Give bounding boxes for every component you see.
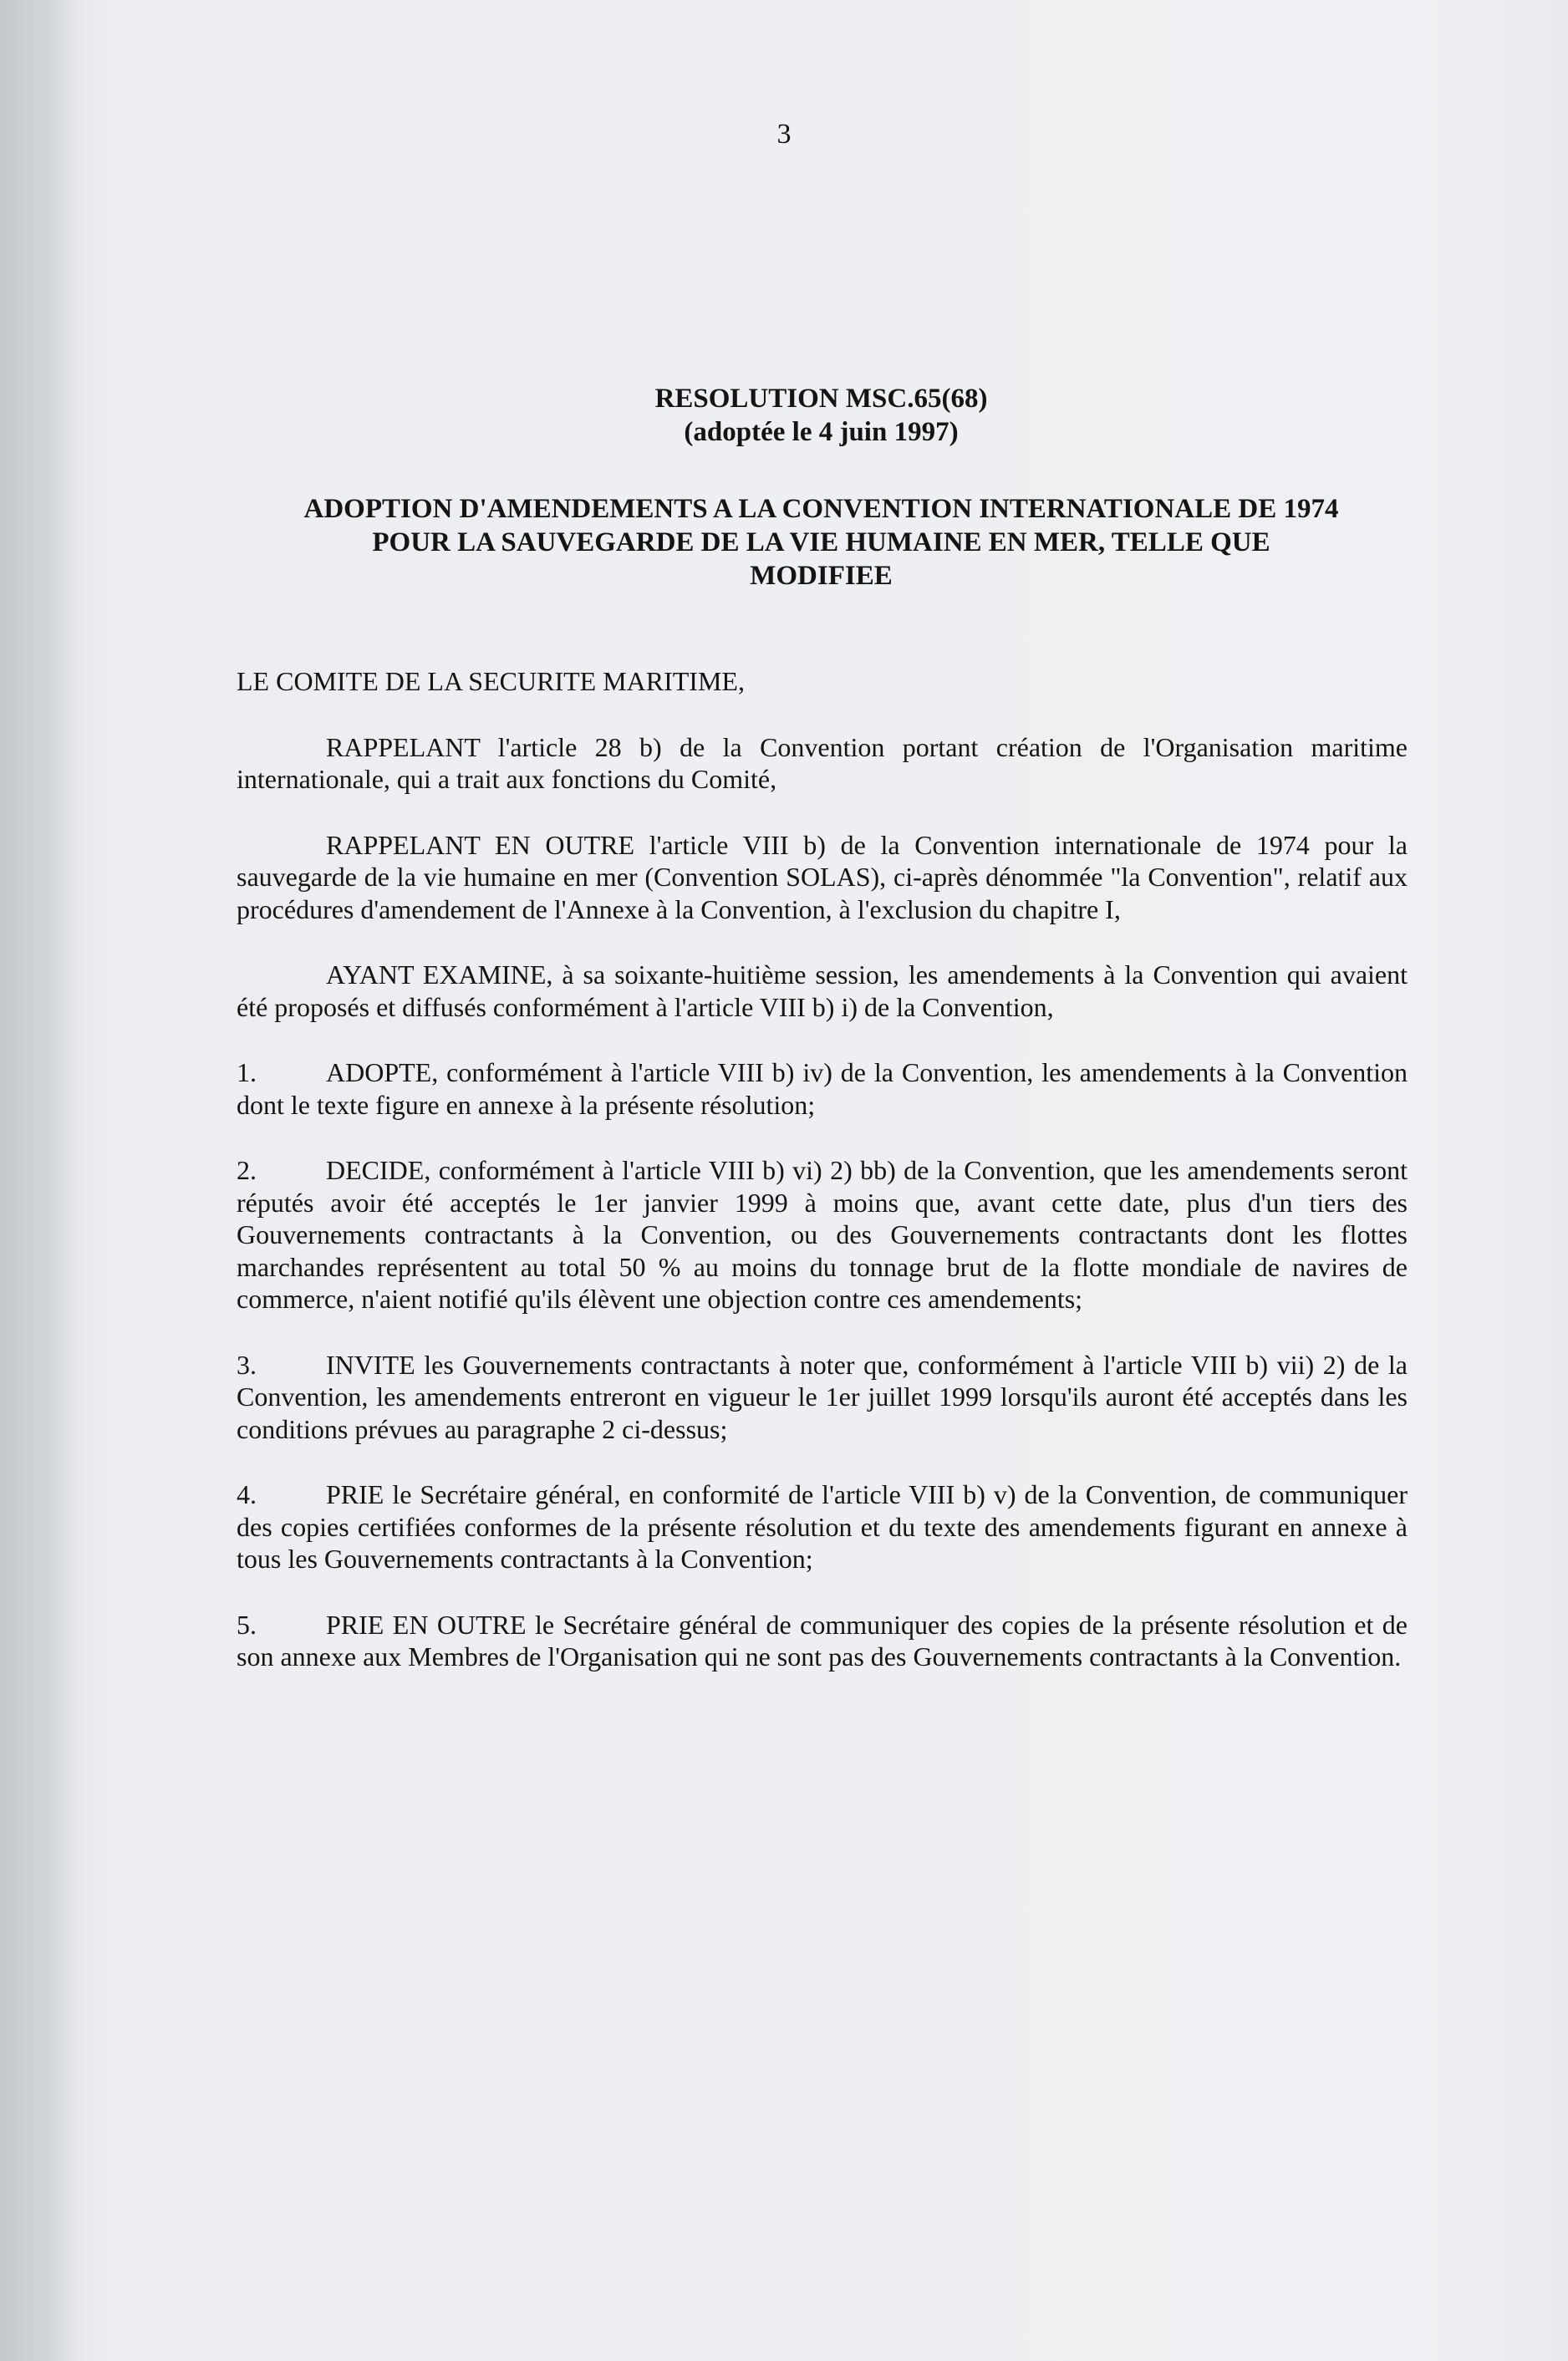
- paragraph-number: 1.: [237, 1057, 257, 1087]
- recital-paragraph-2: RAPPELANT EN OUTRE l'article VIII b) de la Convention internationale de 1974 pour la sauvegarde de la vie humaine en mer (Convention SOLAS), ci-après dénommée "la Convention", relatif aux procédures d'amendement de l'Annexe à la Convention, à l'exclusion du chapitre I,: [237, 829, 1408, 924]
- paragraph-number: 5.: [237, 1609, 257, 1640]
- paragraph-text: PRIE le Secrétaire général, en conformité de l'article VIII b) v) de la Convention, de communiquer des copies certifiées conformes de la présente résolution et du texte des amendements figurant en annexe à tous les Gouvernements contractants à la Convention;: [237, 1479, 1408, 1574]
- paragraph-number: 3.: [237, 1349, 257, 1380]
- adoption-date: (adoptée le 4 juin 1997): [684, 417, 959, 447]
- resolution-title-line3: MODIFIEE: [750, 561, 893, 591]
- committee-heading: LE COMITE DE LA SECURITE MARITIME,: [237, 666, 745, 696]
- paragraph-text: ADOPTE, conformément à l'article VIII b) iv) de la Convention, les amendements à la Convention dont le texte figure en annexe à la présente résolution;: [237, 1057, 1408, 1120]
- operative-paragraph-1: [237, 1056, 1408, 1121]
- paragraph-text: PRIE EN OUTRE le Secrétaire général de communiquer des copies de la présente résolution et de son annexe aux Membres de l'Organisation qui ne sont pas des Gouvernements contractants à la Convention.: [237, 1609, 1408, 1672]
- resolution-header: [234, 382, 1408, 593]
- operative-paragraph-3: [237, 1349, 1408, 1446]
- resolution-title-line1: ADOPTION D'AMENDEMENTS A LA CONVENTION INTERNATIONALE DE 1974: [303, 494, 1339, 524]
- paragraph-number: 2.: [237, 1155, 257, 1185]
- header-spacer: [234, 449, 1408, 492]
- operative-paragraph-4: [237, 1478, 1408, 1575]
- operative-paragraph-2: [237, 1154, 1408, 1315]
- paragraph-number: 4.: [237, 1479, 257, 1509]
- resolution-title-line2: POUR LA SAUVEGARDE DE LA VIE HUMAINE EN MER, TELLE QUE: [372, 527, 1270, 557]
- page-binding-shadow: [0, 0, 77, 2361]
- paragraph-text: INVITE les Gouvernements contractants à noter que, conformément à l'article VIII b) vii) 2) de la Convention, les amendements entreront en vigueur le 1er juillet 1999 lorsqu'ils auront été acceptés dans les conditions prévues au paragraphe 2 ci-dessus;: [237, 1349, 1408, 1444]
- page-number: 3: [776, 119, 792, 150]
- paragraph-text: DECIDE, conformément à l'article VIII b) vi) 2) bb) de la Convention, que les amendements seront réputés avoir été acceptés le 1er janvier 1999 à moins que, avant cette date, plus d'un tiers des Gouvernements contractants à la Convention, ou des Gouvernements contractants dont les flottes marchandes représentent au total 50 % au moins du tonnage brut de la flotte mondiale de navires de commerce, n'aient notifié qu'ils élèvent une objection contre ces amendements;: [237, 1155, 1408, 1314]
- resolution-body: [237, 665, 1408, 1707]
- recital-paragraph-3: AYANT EXAMINE, à sa soixante-huitième session, les amendements à la Convention qui avaient été proposés et diffusés conformément à l'article VIII b) i) de la Convention,: [237, 959, 1408, 1022]
- recital-paragraph-1: RAPPELANT l'article 28 b) de la Convention portant création de l'Organisation maritime internationale, qui a trait aux fonctions du Comité,: [237, 731, 1408, 794]
- operative-paragraph-5: [237, 1609, 1408, 1673]
- resolution-number: RESOLUTION MSC.65(68): [654, 384, 988, 414]
